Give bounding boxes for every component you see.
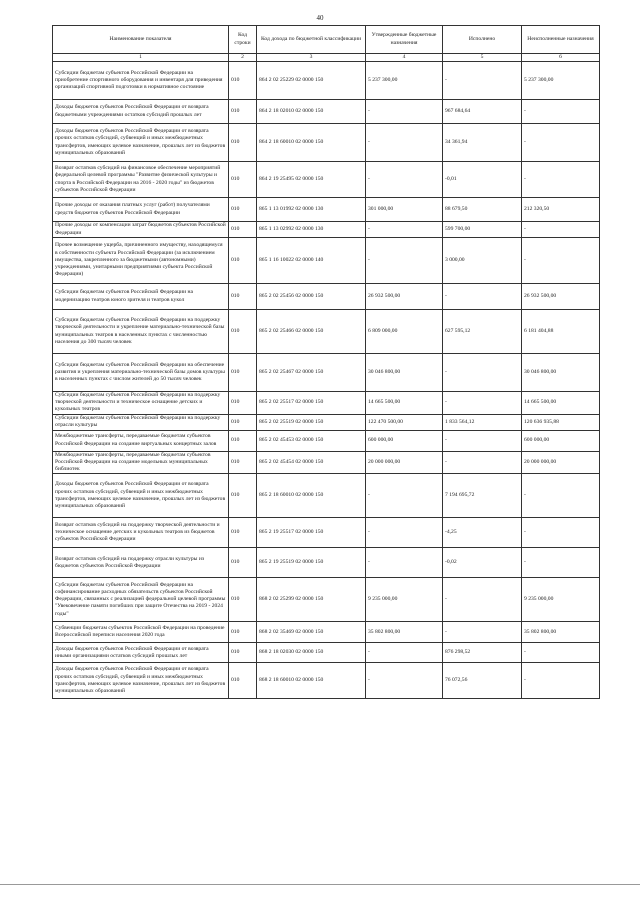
table-row: [53, 430, 600, 451]
row-approved: 600 000,00: [366, 430, 443, 451]
row-kbk: 864 2 18 02010 02 0000 150: [257, 100, 366, 124]
row-executed: 7 194 695,72: [443, 474, 522, 518]
row-code: 010: [229, 548, 257, 578]
row-code: 010: [229, 162, 257, 198]
row-kbk: 865 2 19 25517 02 0000 150: [257, 518, 366, 548]
table-row: [53, 284, 600, 310]
row-approved: 35 802 800,00: [366, 622, 443, 643]
row-approved: 20 000 000,00: [366, 451, 443, 474]
row-kbk: 865 2 02 25519 02 0000 150: [257, 414, 366, 430]
table-row: [53, 124, 600, 162]
row-name: Субсидии бюджетам субъектов Российской Федерации на приобретение спортивного оборудования и инвентаря для приведения организаций спортивной подготовки в нормативное состояние: [53, 62, 229, 100]
row-kbk: 864 2 19 25495 02 0000 150: [257, 162, 366, 198]
row-unexecuted: 14 665 500,00: [522, 392, 600, 415]
row-name: Прочее возмещение ущерба, причиненного имуществу, находящемуся в собственности субъекта Российской Федерации (за исключением имущества, закрепленного за бюджетными (автономными) учреждениями, унитарными предприятиями субъекта Российской Федерации): [53, 238, 229, 284]
row-executed: -: [443, 622, 522, 643]
row-kbk: 865 2 19 25519 02 0000 150: [257, 548, 366, 578]
row-kbk: 864 2 18 60010 02 0000 150: [257, 124, 366, 162]
table-row: [53, 354, 600, 392]
row-unexecuted: -: [522, 100, 600, 124]
row-executed: 967 684,64: [443, 100, 522, 124]
row-code: 010: [229, 310, 257, 354]
table-row: [53, 310, 600, 354]
row-name: Субвенции бюджетам субъектов Российской Федерации на проведение Всероссийской переписи населения 2020 года: [53, 622, 229, 643]
row-executed: -0,02: [443, 548, 522, 578]
row-kbk: 865 1 16 10022 02 0000 140: [257, 238, 366, 284]
row-unexecuted: 9 235 000,00: [522, 578, 600, 622]
row-approved: -: [366, 518, 443, 548]
table-row: [53, 414, 600, 430]
row-executed: -: [443, 62, 522, 100]
footer-divider: [0, 884, 640, 885]
table-row: [53, 663, 600, 699]
row-name: Субсидии бюджетам субъектов Российской Федерации на поддержку творческой деятельности и укрепление материально-технической базы муниципальных театров в населенных пунктах с численностью населения до 300 тысяч человек: [53, 310, 229, 354]
row-unexecuted: -: [522, 518, 600, 548]
header-name: Наименование показателя: [53, 26, 229, 54]
row-unexecuted: -: [522, 222, 600, 238]
row-name: Доходы бюджетов субъектов Российской Федерации от возврата прочих остатков субсидий, субвенций и иных межбюджетных трансфертов, имеющих целевое назначение, прошлых лет из бюджетов муниципальных образований: [53, 124, 229, 162]
table-row: [53, 238, 600, 284]
row-approved: 301 000,00: [366, 198, 443, 222]
column-number: 4: [366, 54, 443, 62]
row-name: Субсидии бюджетам субъектов Российской Федерации на поддержку творческой деятельности и техническое оснащение детских и кукольных театров: [53, 392, 229, 415]
row-executed: 1 833 564,12: [443, 414, 522, 430]
table-row: [53, 222, 600, 238]
row-unexecuted: 30 046 800,00: [522, 354, 600, 392]
table-row: [53, 62, 600, 100]
row-name: Субсидии бюджетам субъектов Российской Федерации на поддержку отрасли культуры: [53, 414, 229, 430]
row-unexecuted: 6 181 404,88: [522, 310, 600, 354]
row-code: 010: [229, 392, 257, 415]
row-kbk: 864 2 02 25229 02 0000 150: [257, 62, 366, 100]
column-number: 5: [443, 54, 522, 62]
row-kbk: 865 2 18 60010 02 0000 150: [257, 474, 366, 518]
row-kbk: 865 2 02 25466 02 0000 150: [257, 310, 366, 354]
row-name: Межбюджетные трансферты, передаваемые бюджетам субъектов Российской Федерации на создание модельных муниципальных библиотек: [53, 451, 229, 474]
row-name: Субсидии бюджетам субъектов Российской Федерации на обеспечение развития и укрепления материально-технической базы домов культуры в населенных пунктах с числом жителей до 50 тысяч человек: [53, 354, 229, 392]
row-approved: -: [366, 548, 443, 578]
header-unexecuted: Неисполненные назначения: [522, 26, 600, 54]
row-unexecuted: -: [522, 643, 600, 663]
row-code: 010: [229, 100, 257, 124]
row-executed: 88 679,50: [443, 198, 522, 222]
row-kbk: 865 1 13 01992 02 0000 130: [257, 198, 366, 222]
row-code: 010: [229, 643, 257, 663]
row-kbk: 865 2 02 25456 02 0000 150: [257, 284, 366, 310]
row-approved: -: [366, 238, 443, 284]
row-code: 010: [229, 124, 257, 162]
row-executed: -: [443, 354, 522, 392]
column-number: 2: [229, 54, 257, 62]
row-executed: 876 298,52: [443, 643, 522, 663]
row-code: 010: [229, 430, 257, 451]
row-unexecuted: -: [522, 474, 600, 518]
row-name: Доходы бюджетов субъектов Российской Федерации от возврата прочих остатков субсидий, субвенций и иных межбюджетных трансфертов, имеющих целевое назначение, прошлых лет из бюджетов муниципальных образований: [53, 474, 229, 518]
row-name: Доходы бюджетов субъектов Российской Федерации от возврата бюджетными учреждениями остатков субсидий прошлых лет: [53, 100, 229, 124]
table-row: [53, 578, 600, 622]
row-approved: 9 235 000,00: [366, 578, 443, 622]
row-approved: 26 932 500,00: [366, 284, 443, 310]
header-executed: Исполнено: [443, 26, 522, 54]
row-code: 010: [229, 198, 257, 222]
row-code: 010: [229, 284, 257, 310]
table-row: [53, 548, 600, 578]
row-kbk: 865 2 02 25467 02 0000 150: [257, 354, 366, 392]
table-row: [53, 392, 600, 415]
row-approved: 30 046 800,00: [366, 354, 443, 392]
row-unexecuted: 212 320,50: [522, 198, 600, 222]
row-approved: 6 809 000,00: [366, 310, 443, 354]
page-number: 40: [316, 14, 324, 22]
column-number: 3: [257, 54, 366, 62]
row-approved: -: [366, 100, 443, 124]
row-unexecuted: 120 636 935,88: [522, 414, 600, 430]
row-name: Прочие доходы от оказания платных услуг (работ) получателями средств бюджетов субъектов Российской Федерации: [53, 198, 229, 222]
header-row: [53, 26, 600, 54]
row-kbk: 865 1 13 02992 02 0000 130: [257, 222, 366, 238]
table-row: [53, 622, 600, 643]
row-kbk: 865 2 02 25517 02 0000 150: [257, 392, 366, 415]
row-executed: 76 072,56: [443, 663, 522, 699]
column-number: 6: [522, 54, 600, 62]
row-unexecuted: 600 000,00: [522, 430, 600, 451]
table-body: [53, 62, 600, 699]
table-row: [53, 162, 600, 198]
table-row: [53, 100, 600, 124]
row-approved: 14 665 500,00: [366, 392, 443, 415]
row-approved: -: [366, 162, 443, 198]
row-unexecuted: -: [522, 548, 600, 578]
row-approved: -: [366, 474, 443, 518]
row-executed: 599 700,00: [443, 222, 522, 238]
row-kbk: 865 2 02 45453 02 0000 150: [257, 430, 366, 451]
row-executed: -0,01: [443, 162, 522, 198]
row-code: 010: [229, 222, 257, 238]
row-approved: -: [366, 663, 443, 699]
row-name: Прочие доходы от компенсации затрат бюджетов субъектов Российской Федерации: [53, 222, 229, 238]
row-name: Субсидии бюджетам субъектов Российской Федерации на софинансирование расходных обязательств субъектов Российской Федерации, связанных с реализацией федеральной целевой программы "Увековечение памяти погибших при защите Отечества на 2019 - 2024 годы": [53, 578, 229, 622]
row-code: 010: [229, 578, 257, 622]
column-number: 1: [53, 54, 229, 62]
row-executed: -: [443, 284, 522, 310]
row-approved: -: [366, 124, 443, 162]
revenue-table: [52, 25, 600, 699]
row-unexecuted: 35 802 800,00: [522, 622, 600, 643]
row-kbk: 865 2 02 45454 02 0000 150: [257, 451, 366, 474]
row-code: 010: [229, 451, 257, 474]
row-code: 010: [229, 622, 257, 643]
row-approved: -: [366, 643, 443, 663]
row-code: 010: [229, 663, 257, 699]
row-name: Возврат остатков субсидий на поддержку отрасли культуры из бюджетов субъектов Российской Федерации: [53, 548, 229, 578]
row-kbk: 868 2 02 25299 02 0000 150: [257, 578, 366, 622]
row-name: Возврат остатков субсидий на финансовое обеспечение мероприятий федеральной целевой программы "Развитие физической культуры и спорта в Российской Федерации на 2016 - 2020 годы" из бюджетов субъектов Российской Федерации: [53, 162, 229, 198]
row-executed: 627 595,12: [443, 310, 522, 354]
column-number-row: [53, 54, 600, 62]
row-executed: -: [443, 578, 522, 622]
row-unexecuted: -: [522, 162, 600, 198]
row-unexecuted: 5 237 300,00: [522, 62, 600, 100]
row-code: 010: [229, 238, 257, 284]
row-name: Доходы бюджетов субъектов Российской Федерации от возврата иными организациями остатков субсидий прошлых лет: [53, 643, 229, 663]
row-name: Возврат остатков субсидий на поддержку творческой деятельности и техническое оснащение детских и кукольных театров из бюджетов субъектов Российской Федерации: [53, 518, 229, 548]
row-code: 010: [229, 62, 257, 100]
row-code: 010: [229, 414, 257, 430]
row-approved: 5 237 300,00: [366, 62, 443, 100]
row-executed: -: [443, 392, 522, 415]
row-kbk: 868 2 18 60010 02 0000 150: [257, 663, 366, 699]
header-code: Код строки: [229, 26, 257, 54]
table-row: [53, 474, 600, 518]
row-unexecuted: -: [522, 663, 600, 699]
row-executed: -: [443, 451, 522, 474]
header-approved: Утвержденные бюджетные назначения: [366, 26, 443, 54]
table-row: [53, 518, 600, 548]
row-name: Доходы бюджетов субъектов Российской Федерации от возврата прочих остатков субсидий, субвенций и иных межбюджетных трансфертов, имеющих целевое назначение, прошлых лет из бюджетов муниципальных образований: [53, 663, 229, 699]
row-unexecuted: 20 000 000,00: [522, 451, 600, 474]
row-unexecuted: -: [522, 124, 600, 162]
row-approved: -: [366, 222, 443, 238]
row-name: Межбюджетные трансферты, передаваемые бюджетам субъектов Российской Федерации на создание виртуальных концертных залов: [53, 430, 229, 451]
row-unexecuted: 26 932 500,00: [522, 284, 600, 310]
row-code: 010: [229, 474, 257, 518]
row-executed: -: [443, 430, 522, 451]
row-name: Субсидии бюджетам субъектов Российской Федерации на модернизацию театров юного зрителя и театров кукол: [53, 284, 229, 310]
table-row: [53, 451, 600, 474]
header-kbk: Код дохода по бюджетной классификации: [257, 26, 366, 54]
row-executed: 34 361,94: [443, 124, 522, 162]
row-approved: 122 470 500,00: [366, 414, 443, 430]
table-row: [53, 198, 600, 222]
row-code: 010: [229, 518, 257, 548]
row-executed: -4,25: [443, 518, 522, 548]
table-row: [53, 643, 600, 663]
row-kbk: 868 2 18 02030 02 0000 150: [257, 643, 366, 663]
row-executed: 3 000,00: [443, 238, 522, 284]
row-kbk: 868 2 02 35469 02 0000 150: [257, 622, 366, 643]
row-unexecuted: -: [522, 238, 600, 284]
row-code: 010: [229, 354, 257, 392]
